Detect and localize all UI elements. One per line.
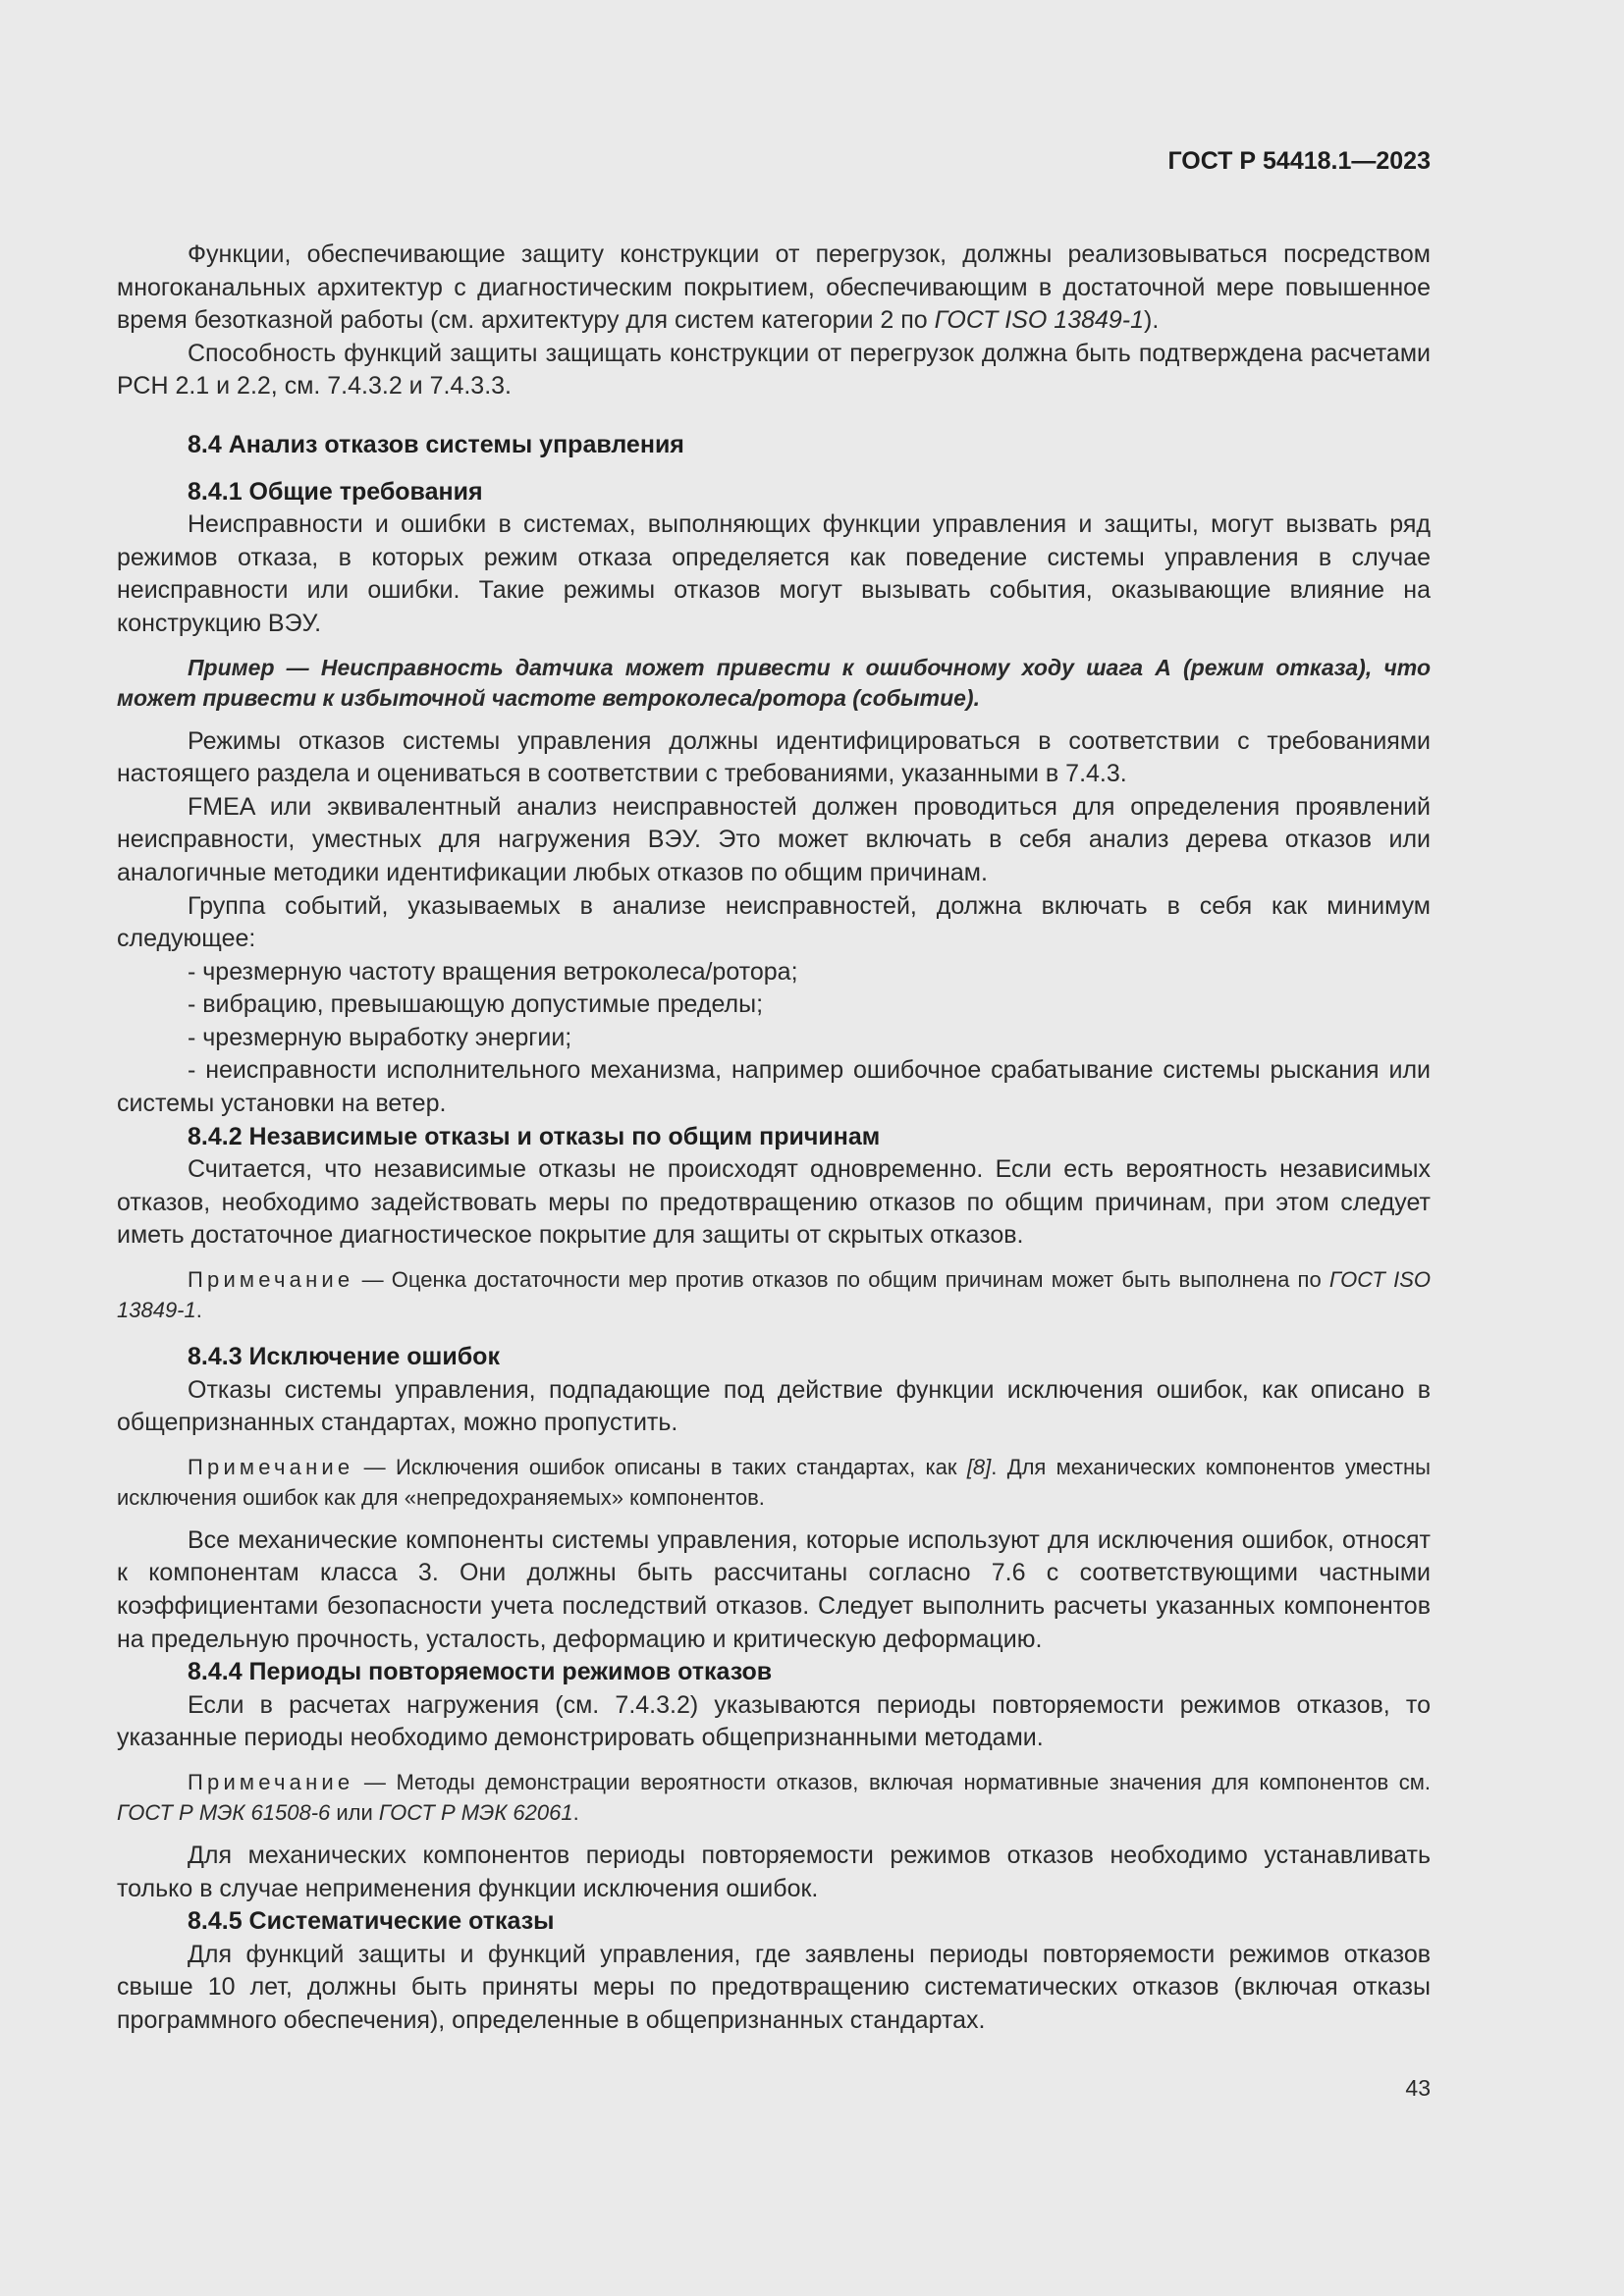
paragraph: Группа событий, указываемых в анализе неисправностей, должна включать в себя как минимум следующее: [117,891,1431,953]
example-text: Пример — Неисправность датчика может привести к ошибочному ходу шага А (режим отказа), что может привести к избыточной частоте ветроколеса/ротора (событие). [117,654,1431,711]
section-heading-8-4-5: 8.4.5 Систематические отказы [188,1907,555,1936]
list-item: - неисправности исполнительного механизма, например ошибочное срабатывание системы рыскания или системы установки на ветер. [117,1056,1431,1118]
bibliography-reference: [8] [966,1454,992,1479]
section-heading-8-4-3: 8.4.3 Исключение ошибок [188,1343,500,1371]
list-item: - чрезмерную выработку энергии; [188,1023,572,1051]
section-heading-8-4-4: 8.4.4 Периоды повторяемости режимов отказов [188,1658,773,1686]
paragraph: Если в расчетах нагружения (см. 7.4.3.2) указываются периоды повторяемости режимов отказов, то указанные периоды необходимо демонстрировать общепризнанными методами. [117,1690,1431,1752]
paragraph: Для механических компонентов периоды повторяемости режимов отказов необходимо устанавливать только в случае неприменения функции исключения ошибок. [117,1841,1431,1902]
list-item: - вибрацию, превышающую допустимые пределы; [188,990,764,1019]
paragraph: FMEA или эквивалентный анализ неисправностей должен проводиться для определения проявлений неисправности, уместных для нагружения ВЭУ. Это может включать в себя анализ дерева отказов или аналогичные методики идентификации любых отказов по общим причинам. [117,792,1431,886]
paragraph: Неисправности и ошибки в системах, выполняющих функции управления и защиты, могут вызвать ряд режимов отказа, в которых режим отказа определяется как поведение системы управления в случае неисправности или ошибки. Такие режимы отказов могут вызывать события, оказывающие влияние на конструкцию ВЭУ. [117,510,1431,637]
standard-reference: ГОСТ ISO 13849-1 [934,306,1145,335]
paragraph: Режимы отказов системы управления должны идентифицироваться в соответствии с требованиями настоящего раздела и оцениваться в соответствии с требованиями, указанными в 7.4.3. [117,726,1431,788]
note-label: Примечание [188,1769,354,1794]
standard-reference: ГОСТ Р МЭК 61508-6 [117,1799,331,1825]
paragraph: Все механические компоненты системы управления, которые используют для исключения ошибок, относят к компонентам класса 3. Они должны быть рассчитаны согласно 7.6 с соответствующими частными коэффициентами безопасности учета последствий отказов. Следует выполнить расчеты указанных компонентов на предельную прочность, усталость, деформацию и критическую деформацию. [117,1525,1431,1653]
note: Примечание — Методы демонстрации вероятности отказов, включая нормативные значения для компонентов см. ГОСТ Р МЭК 61508-6 или ГОСТ Р МЭК 62061. [117,1769,1431,1825]
section-heading-8-4-2: 8.4.2 Независимые отказы и отказы по общим причинам [188,1122,881,1150]
note: Примечание — Исключения ошибок описаны в таких стандартах, как [8]. Для механических компонентов уместны исключения ошибок как для «непредохраняемых» компонентов. [117,1454,1431,1510]
document-header: ГОСТ Р 54418.1—2023 [1167,147,1431,175]
standard-reference: ГОСТ ISO 13849-1 [117,1267,1431,1323]
page-number: 43 [1405,2075,1431,2101]
paragraph: Для функций защиты и функций управления, где заявлены периоды повторяемости режимов отказов свыше 10 лет, должны быть приняты меры по предотвращению систематических отказов (включая отказы программного обеспечения), определенные в общепризнанных стандартах. [117,1940,1431,2034]
paragraph: Способность функций защиты защищать конструкции от перегрузок должна быть подтверждена расчетами РСН 2.1 и 2.2, см. 7.4.3.2 и 7.4.3.3. [117,339,1431,400]
section-heading-8-4: 8.4 Анализ отказов системы управления [188,430,684,458]
note-label: Примечание [188,1454,354,1479]
list-item: - чрезмерную частоту вращения ветроколеса/ротора; [188,957,798,986]
paragraph: Функции, обеспечивающие защиту конструкции от перегрузок, должны реализовываться посредством многоканальных архитектур с диагностическим покрытием, обеспечивающим в достаточной мере повышенное время безотказной работы (см. архитектуру для систем категории 2 по ГОСТ ISO 13849-1). [117,240,1431,335]
note-label: Примечание [188,1267,354,1293]
paragraph: Считается, что независимые отказы не происходят одновременно. Если есть вероятность независимых отказов, необходимо задействовать меры по предотвращению отказов по общим причинам, при этом следует иметь достаточное диагностическое покрытие для защиты от скрытых отказов. [117,1155,1431,1250]
note: Примечание — Оценка достаточности мер против отказов по общим причинам может быть выполнена по ГОСТ ISO 13849-1. [117,1267,1431,1323]
standard-reference: ГОСТ Р МЭК 62061 [378,1799,573,1825]
section-heading-8-4-1: 8.4.1 Общие требования [188,477,483,506]
paragraph: Отказы системы управления, подпадающие под действие функции исключения ошибок, как описано в общепризнанных стандартах, можно пропустить. [117,1375,1431,1437]
